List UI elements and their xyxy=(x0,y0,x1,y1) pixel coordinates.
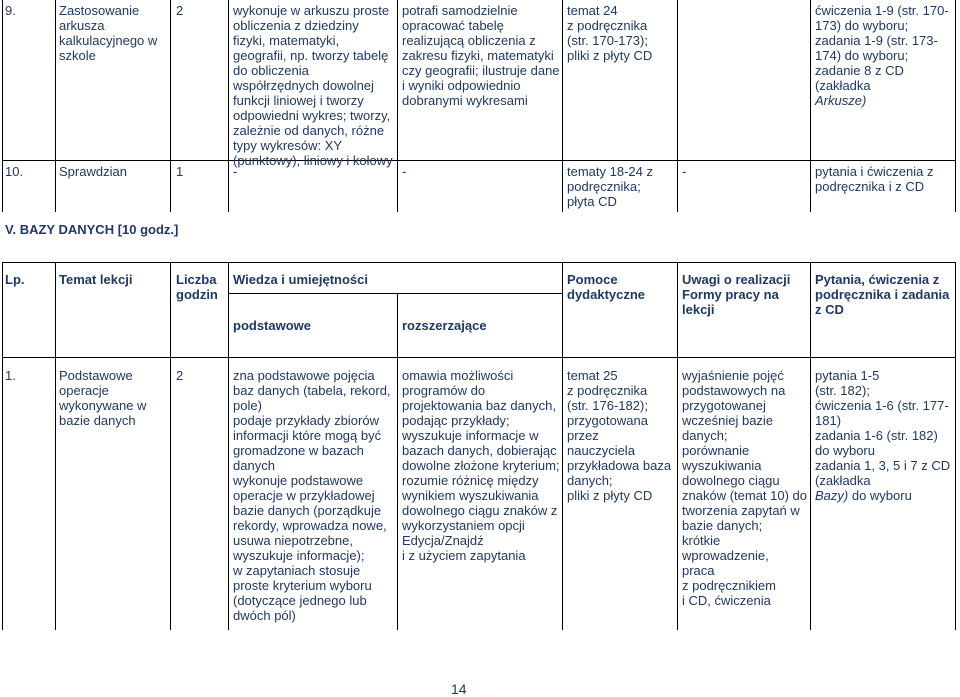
row1-pytania-tail: do wyboru xyxy=(848,488,912,503)
header-podstawowe: podstawowe xyxy=(233,318,312,333)
grid-line xyxy=(2,262,955,263)
header-pytania: Pytania, ćwiczenia z podręcznika i zadania z CD xyxy=(815,272,950,317)
grid-line xyxy=(2,0,3,212)
grid-line xyxy=(677,0,678,212)
row10-temat: Sprawdzian xyxy=(59,164,127,179)
grid-line xyxy=(170,262,171,630)
row10-liczba: 1 xyxy=(176,164,184,179)
row10-pomoce: tematy 18-24 z podręcznika; płyta CD xyxy=(567,164,653,209)
row1-pytania-text: pytania 1-5 (str. 182); ćwiczenia 1-6 (str. 177-181) zadania 1-6 (str. 182) do wyboru zadania 1, 3, 5 i 7 z CD (zakładka xyxy=(815,368,951,488)
grid-line xyxy=(228,293,562,294)
row1-pytania xyxy=(815,368,953,503)
grid-line xyxy=(170,0,171,212)
header-wiedza: Wiedza i umiejętności xyxy=(233,272,368,287)
grid-line xyxy=(2,160,955,161)
row9-podstawowe: wykonuje w arkuszu proste obliczenia z dziedziny fizyki, matematyki, geografii, np. tworzy tabelę do obliczenia współrzędnych dowolnej funkcji liniowej i tworzy odpowiedni wykres; tworzy, zależnie od danych, różne typy wykresów: XY (punktowy), liniowy i kołowy xyxy=(233,3,393,168)
grid-line xyxy=(228,0,229,212)
row9-pytania-text: ćwiczenia 1-9 (str. 170-173) do wyboru; zadania 1-9 (str. 173-174) do wyboru; zadanie 8 z CD (zakładka xyxy=(815,3,949,93)
row10-pytania: pytania i ćwiczenia z podręcznika i z CD xyxy=(815,164,934,194)
header-pomoce: Pomoce dydaktyczne xyxy=(567,272,646,302)
row9-temat: Zastosowanie arkusza kalkulacyjnego w szkole xyxy=(59,3,158,63)
grid-line xyxy=(955,0,956,212)
grid-line xyxy=(677,262,678,630)
row10-uwagi: - xyxy=(682,164,687,179)
row10-podstawowe: - xyxy=(233,164,238,179)
row1-temat: Podstawowe operacje wykonywane w bazie danych xyxy=(59,368,147,428)
page-number: 14 xyxy=(451,681,467,697)
row9-liczba: 2 xyxy=(176,3,184,18)
header-lp: Lp. xyxy=(5,272,25,287)
header-temat: Temat lekcji xyxy=(59,272,133,287)
header-rozszerzajace: rozszerzające xyxy=(402,318,487,333)
row1-rozszerzajace: omawia możliwości programów do projektowania baz danych, podając przykłady; wyszukuje informacje w bazach danych, dobierając dowolne złożone kryterium; rozumie różnicę między wynikiem wyszukiwania dowolnego ciągu znaków z wykorzystaniem opcji Edycja/Znajdź i z użyciem zapytania xyxy=(402,368,560,563)
row1-pytania-italic: Bazy) xyxy=(815,488,849,503)
grid-line xyxy=(562,262,563,630)
grid-line xyxy=(397,0,398,212)
grid-line xyxy=(397,293,398,630)
row1-podstawowe: zna podstawowe pojęcia baz danych (tabela, rekord, pole) podaje przykłady zbiorów informacji które mogą być gromadzone w bazach danych wykonuje podstawowe operacje w przykładowej bazie danych (porządkuje rekordy, wprowadza nowe, usuwa niepotrzebne, wyszukuje informacje); w zapytaniach stosuje proste kryterium wyboru (dotyczące jednego lub dwóch pól) xyxy=(233,368,391,623)
grid-line xyxy=(228,262,229,630)
row9-pomoce: temat 24 z podręcznika (str. 170-173); pliki z płyty CD xyxy=(567,3,653,63)
grid-line xyxy=(562,0,563,212)
grid-line xyxy=(810,262,811,630)
row9-lp: 9. xyxy=(5,3,16,18)
row10-rozszerzajace: - xyxy=(402,164,407,179)
row1-uwagi: wyjaśnienie pojęć podstawowych na przygotowanej wcześniej bazie danych; porównanie wyszukiwania dowolnego ciągu znaków (temat 10) do tworzenia zapytań w bazie danych; krótkie wprowadzenie, praca z podręcznikiem i CD, ćwiczenia xyxy=(682,368,808,608)
grid-line xyxy=(55,262,56,630)
header-uwagi: Uwagi o realizacji Formy pracy na lekcji xyxy=(682,272,791,317)
row1-pomoce: temat 25 z podręcznika (str. 176-182); przygotowana przez nauczyciela przykładowa baza danych; pliki z płyty CD xyxy=(567,368,672,503)
row9-pytania xyxy=(815,3,953,108)
grid-line xyxy=(955,262,956,630)
grid-line xyxy=(55,0,56,212)
row10-lp: 10. xyxy=(5,164,24,179)
grid-line xyxy=(2,262,3,630)
grid-line xyxy=(810,0,811,212)
section-title: V. BAZY DANYCH [10 godz.] xyxy=(5,222,179,237)
header-liczba: Liczba godzin xyxy=(176,272,218,302)
row1-lp: 1. xyxy=(5,368,16,383)
row9-rozszerzajace: potrafi samodzielnie opracować tabelę realizującą obliczenia z zakresu fizyki, matematyki czy geografii; ilustruje dane i wyniki odpowiednio dobranymi wykresami xyxy=(402,3,560,108)
grid-line xyxy=(2,357,955,358)
row9-pytania-italic: Arkusze) xyxy=(815,93,867,108)
row1-liczba: 2 xyxy=(176,368,184,383)
